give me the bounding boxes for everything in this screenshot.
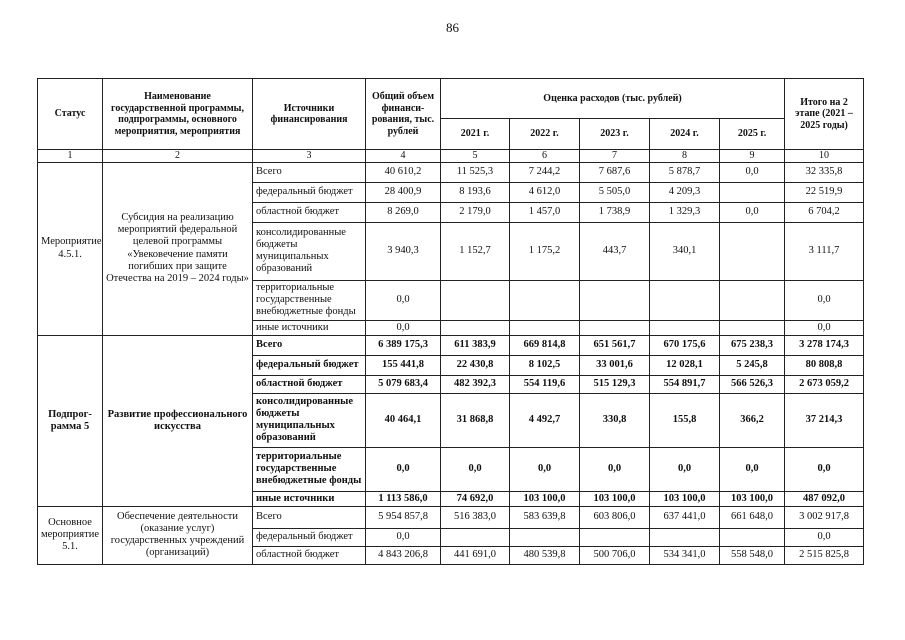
total-value: 155 441,8 — [366, 355, 441, 375]
year-value: 366,2 — [720, 393, 785, 447]
year-value: 74 692,0 — [441, 491, 510, 506]
year-value: 22 430,8 — [441, 355, 510, 375]
year-value: 0,0 — [441, 447, 510, 491]
year-value — [720, 182, 785, 202]
year-value: 4 612,0 — [510, 182, 580, 202]
table-row — [38, 335, 864, 355]
year-value: 2 179,0 — [441, 202, 510, 222]
year-value: 31 868,8 — [441, 393, 510, 447]
itogo-value: 80 808,8 — [785, 355, 864, 375]
year-value: 566 526,3 — [720, 375, 785, 393]
year-value: 516 383,0 — [441, 506, 510, 528]
year-value: 611 383,9 — [441, 335, 510, 355]
column-index: 1 — [38, 150, 103, 163]
year-value: 330,8 — [580, 393, 650, 447]
year-value — [650, 320, 720, 335]
funding-source: областной бюджет — [253, 375, 366, 393]
funding-source: Всего — [253, 506, 366, 528]
itogo-value: 3 111,7 — [785, 222, 864, 280]
year-value: 155,8 — [650, 393, 720, 447]
row-status: Подпрог-рамма 5 — [38, 335, 103, 506]
year-value — [580, 280, 650, 320]
column-index: 2 — [103, 150, 253, 163]
year-value: 4 492,7 — [510, 393, 580, 447]
year-value — [650, 528, 720, 546]
column-index: 5 — [441, 150, 510, 163]
year-value: 554 891,7 — [650, 375, 720, 393]
header-year: 2023 г. — [580, 119, 650, 150]
header-year: 2025 г. — [720, 119, 785, 150]
year-value: 554 119,6 — [510, 375, 580, 393]
itogo-value: 22 519,9 — [785, 182, 864, 202]
itogo-value: 6 704,2 — [785, 202, 864, 222]
year-value — [441, 528, 510, 546]
year-value: 11 525,3 — [441, 162, 510, 182]
table-body — [38, 162, 864, 564]
funding-source: иные источники — [253, 491, 366, 506]
funding-source: территориальные государственные внебюджетные фонды — [253, 280, 366, 320]
year-value: 7 687,6 — [580, 162, 650, 182]
year-value: 637 441,0 — [650, 506, 720, 528]
year-value — [580, 528, 650, 546]
row-name: Субсидия на реализацию мероприятий федеральной целевой программы «Увековечение памяти погибших при защите Отечества на 2019 – 2024 годы» — [103, 162, 253, 335]
year-value: 7 244,2 — [510, 162, 580, 182]
year-value: 33 001,6 — [580, 355, 650, 375]
row-status: Основное мероприятие 5.1. — [38, 506, 103, 564]
funding-source: федеральный бюджет — [253, 355, 366, 375]
itogo-value: 2 515 825,8 — [785, 546, 864, 564]
table-row — [38, 162, 864, 182]
year-value: 500 706,0 — [580, 546, 650, 564]
year-value — [720, 280, 785, 320]
year-value: 482 392,3 — [441, 375, 510, 393]
year-value: 103 100,0 — [650, 491, 720, 506]
itogo-value: 3 278 174,3 — [785, 335, 864, 355]
year-value: 558 548,0 — [720, 546, 785, 564]
year-value: 103 100,0 — [720, 491, 785, 506]
year-value: 5 245,8 — [720, 355, 785, 375]
year-value: 1 457,0 — [510, 202, 580, 222]
funding-source: федеральный бюджет — [253, 182, 366, 202]
year-value: 670 175,6 — [650, 335, 720, 355]
header-year: 2024 г. — [650, 119, 720, 150]
itogo-value: 487 092,0 — [785, 491, 864, 506]
year-value: 8 102,5 — [510, 355, 580, 375]
total-value: 0,0 — [366, 528, 441, 546]
itogo-value: 0,0 — [785, 447, 864, 491]
year-value — [720, 320, 785, 335]
year-value: 480 539,8 — [510, 546, 580, 564]
year-value: 1 175,2 — [510, 222, 580, 280]
funding-source: областной бюджет — [253, 202, 366, 222]
funding-source: федеральный бюджет — [253, 528, 366, 546]
total-value: 0,0 — [366, 447, 441, 491]
year-value: 515 129,3 — [580, 375, 650, 393]
year-value: 12 028,1 — [650, 355, 720, 375]
total-value: 40 464,1 — [366, 393, 441, 447]
funding-source: иные источники — [253, 320, 366, 335]
table-row — [38, 506, 864, 528]
itogo-value: 32 335,8 — [785, 162, 864, 182]
itogo-value: 0,0 — [785, 280, 864, 320]
year-value: 0,0 — [510, 447, 580, 491]
year-value — [720, 528, 785, 546]
year-value — [510, 528, 580, 546]
year-value: 0,0 — [650, 447, 720, 491]
year-value: 0,0 — [720, 447, 785, 491]
column-index: 9 — [720, 150, 785, 163]
column-index: 3 — [253, 150, 366, 163]
total-value: 4 843 206,8 — [366, 546, 441, 564]
total-value: 0,0 — [366, 320, 441, 335]
itogo-value: 0,0 — [785, 528, 864, 546]
total-value: 0,0 — [366, 280, 441, 320]
column-index: 8 — [650, 150, 720, 163]
header-sources: Источники финансирования — [253, 79, 366, 150]
funding-source: консолидированные бюджеты муниципальных образований — [253, 393, 366, 447]
column-index: 6 — [510, 150, 580, 163]
total-value: 3 940,3 — [366, 222, 441, 280]
page-number: 86 — [446, 20, 459, 35]
header-year: 2021 г. — [441, 119, 510, 150]
year-value: 0,0 — [720, 202, 785, 222]
row-name: Развитие профессионального искусства — [103, 335, 253, 506]
year-value: 1 329,3 — [650, 202, 720, 222]
year-value: 675 238,3 — [720, 335, 785, 355]
year-value — [510, 280, 580, 320]
year-value: 103 100,0 — [510, 491, 580, 506]
itogo-value: 2 673 059,2 — [785, 375, 864, 393]
itogo-value: 3 002 917,8 — [785, 506, 864, 528]
funding-source: консолидированные бюджеты муниципальных образований — [253, 222, 366, 280]
year-value — [510, 320, 580, 335]
total-value: 5 954 857,8 — [366, 506, 441, 528]
header-name: Наименование государственной программы, подпрограммы, основного мероприятия, мероприятия — [103, 79, 253, 150]
year-value — [720, 222, 785, 280]
funding-source: Всего — [253, 162, 366, 182]
year-value: 1 152,7 — [441, 222, 510, 280]
total-value: 1 113 586,0 — [366, 491, 441, 506]
year-value — [650, 280, 720, 320]
year-value: 0,0 — [580, 447, 650, 491]
year-value: 4 209,3 — [650, 182, 720, 202]
year-value: 441 691,0 — [441, 546, 510, 564]
year-value: 340,1 — [650, 222, 720, 280]
total-value: 8 269,0 — [366, 202, 441, 222]
column-index-row — [38, 150, 864, 163]
funding-source: областной бюджет — [253, 546, 366, 564]
total-value: 40 610,2 — [366, 162, 441, 182]
year-value: 103 100,0 — [580, 491, 650, 506]
itogo-value: 0,0 — [785, 320, 864, 335]
header-estimate: Оценка расходов (тыс. рублей) — [441, 79, 785, 119]
funding-source: Всего — [253, 335, 366, 355]
column-index: 7 — [580, 150, 650, 163]
header-itogo: Итого на 2 этапе (2021 – 2025 годы) — [785, 79, 864, 150]
year-value: 661 648,0 — [720, 506, 785, 528]
budget-table — [37, 78, 864, 565]
year-value: 5 878,7 — [650, 162, 720, 182]
column-index: 4 — [366, 150, 441, 163]
header-total: Общий объем финанси-рования, тыс. рублей — [366, 79, 441, 150]
year-value: 1 738,9 — [580, 202, 650, 222]
total-value: 28 400,9 — [366, 182, 441, 202]
itogo-value: 37 214,3 — [785, 393, 864, 447]
row-name: Обеспечение деятельности (оказание услуг) государственных учреждений (организаций) — [103, 506, 253, 564]
year-value — [441, 320, 510, 335]
year-value: 603 806,0 — [580, 506, 650, 528]
header-year: 2022 г. — [510, 119, 580, 150]
year-value — [580, 320, 650, 335]
year-value: 0,0 — [720, 162, 785, 182]
year-value: 443,7 — [580, 222, 650, 280]
total-value: 6 389 175,3 — [366, 335, 441, 355]
total-value: 5 079 683,4 — [366, 375, 441, 393]
year-value: 583 639,8 — [510, 506, 580, 528]
year-value: 5 505,0 — [580, 182, 650, 202]
year-value: 8 193,6 — [441, 182, 510, 202]
funding-source: территориальные государственные внебюджетные фонды — [253, 447, 366, 491]
column-index: 10 — [785, 150, 864, 163]
header-status: Статус — [38, 79, 103, 150]
year-value: 651 561,7 — [580, 335, 650, 355]
year-value: 669 814,8 — [510, 335, 580, 355]
row-status: Мероприятие 4.5.1. — [38, 162, 103, 335]
year-value: 534 341,0 — [650, 546, 720, 564]
year-value — [441, 280, 510, 320]
